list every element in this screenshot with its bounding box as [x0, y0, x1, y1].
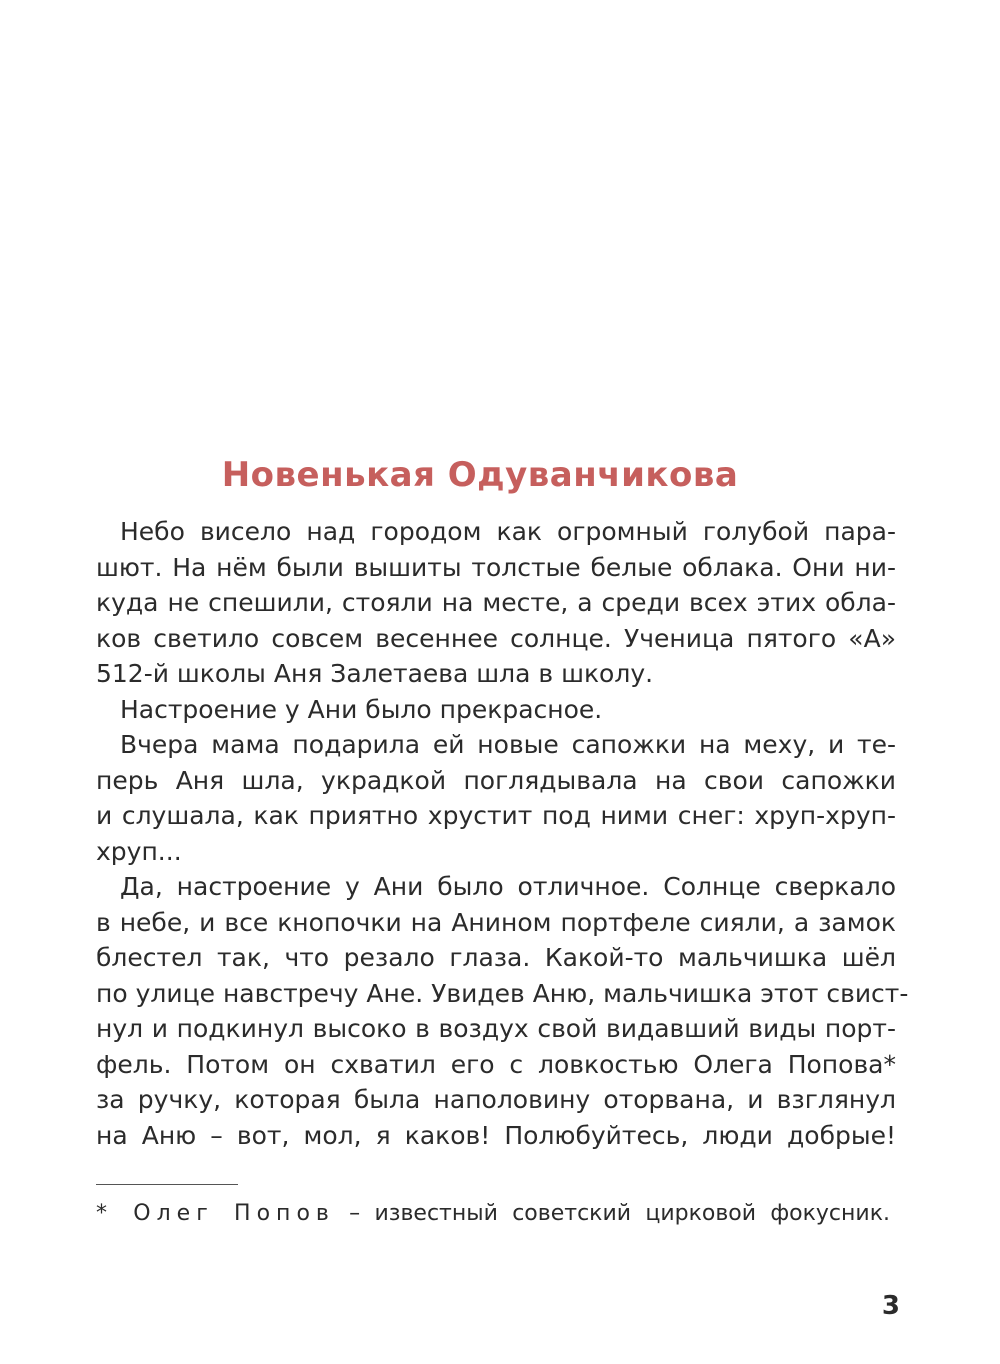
text-line: нул и подкинул высоко в воздух свой видавший виды порт-	[96, 1014, 896, 1043]
text-line: фель. Потом он схватил его с ловкостью Олега Попова*	[96, 1049, 896, 1079]
text-line: в небе, и все кнопочки на Анином портфеле сияли, а замок	[96, 907, 896, 937]
footnote	[96, 1197, 890, 1231]
footnote-text: – известный советский цирковой фокусник.	[349, 1201, 890, 1226]
text-line: хруп...	[96, 836, 182, 866]
text-line: 512-й школы Аня Залетаева шла в школу.	[96, 659, 654, 688]
page-number: 3	[881, 1291, 900, 1321]
text-line: Вчера мама подарила ей новые сапожки на меху, и те-	[120, 730, 896, 759]
text-line: Да, настроение у Ани было отличное. Солнце сверкало	[120, 872, 896, 901]
text-line: шют. На нём были вышиты толстые белые облака. Они ни-	[96, 552, 896, 582]
text-line: Небо висело над городом как огромный голубой пара-	[120, 517, 896, 546]
text-line: на Аню – вот, мол, я каков! Полюбуйтесь, люди добрые!	[96, 1120, 896, 1150]
text-line: блестел так, что резало глаза. Какой-то мальчишка шёл	[96, 943, 896, 972]
footnote-name: * Олег Попов	[96, 1201, 335, 1226]
text-line: Настроение у Ани было прекрасное.	[120, 694, 603, 724]
text-line: куда не спешили, стояли на месте, а среди всех этих обла-	[96, 588, 896, 617]
text-line: по улице навстречу Ане. Увидев Аню, мальчишка этот свист-	[96, 978, 909, 1008]
footnote-divider	[96, 1184, 238, 1185]
text-line: за ручку, которая была наполовину оторвана, и взглянул	[96, 1085, 896, 1114]
story-text	[96, 514, 909, 1153]
text-line: и слушала, как приятно хрустит под ними снег: хруп-хруп-	[96, 801, 896, 830]
text-line: ков светило совсем весеннее солнце. Ученица пятого «А»	[96, 623, 896, 653]
text-line: перь Аня шла, украдкой поглядывала на свои сапожки	[96, 765, 896, 795]
chapter-title: Новенькая Одуванчикова	[221, 455, 739, 495]
